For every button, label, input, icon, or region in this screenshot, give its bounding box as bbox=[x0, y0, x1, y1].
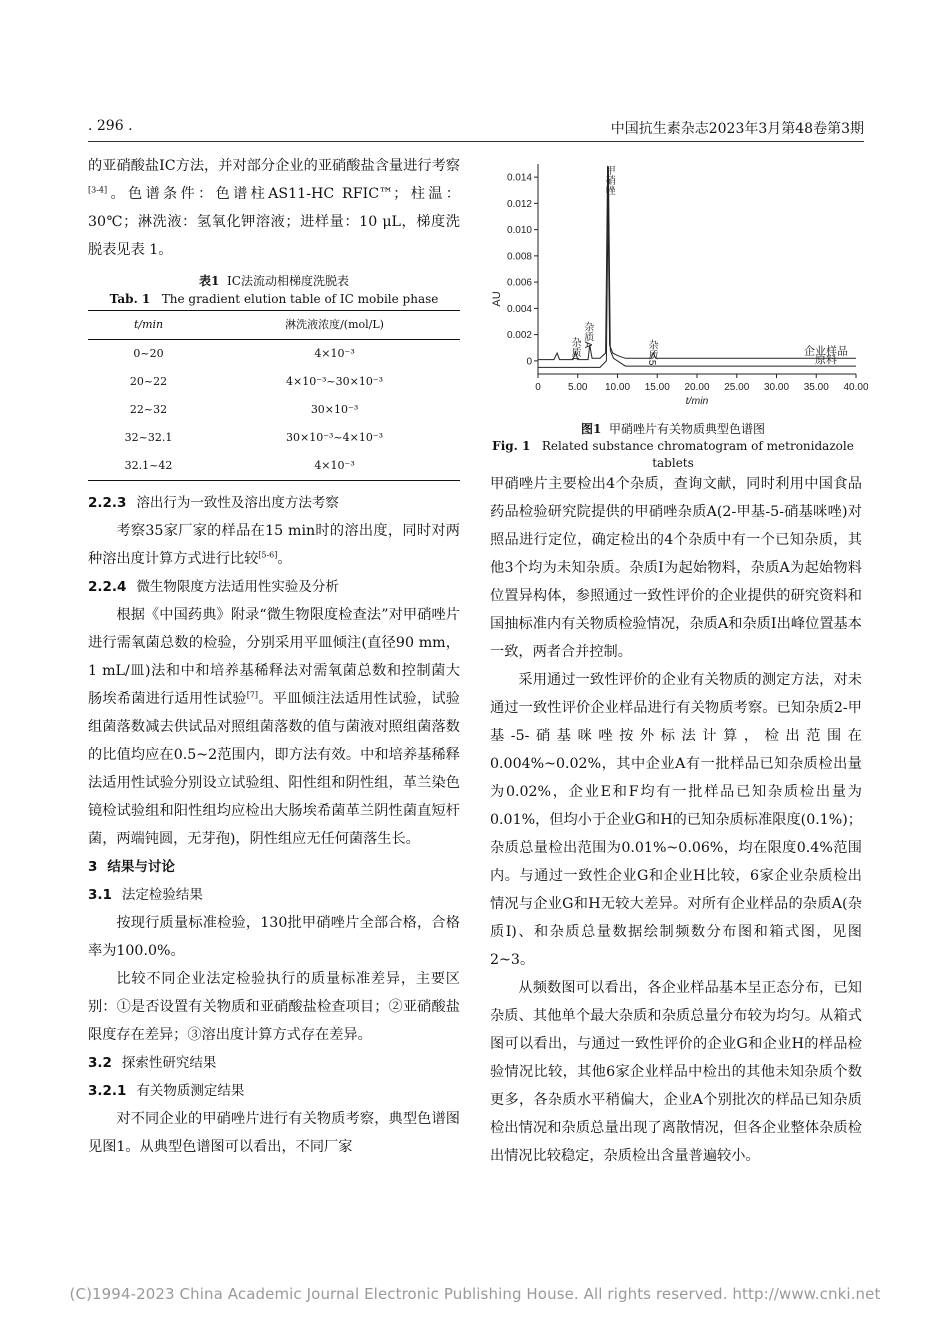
section-3-1-heading: 3.1 法定检验结果 bbox=[88, 887, 203, 903]
section-2-2-3-heading: 2.2.3 溶出行为一致性及溶出度方法考察 bbox=[88, 495, 339, 511]
table-header-time: t/min bbox=[88, 311, 209, 340]
x-tick-label: 35.00 bbox=[803, 382, 829, 393]
x-tick-label: 0 bbox=[535, 382, 541, 393]
paragraph-impurities: 甲硝唑片主要检出4个杂质，查询文献，同时利用中国食品药品检验研究院提供的甲硝唑杂质A(2-甲基-5-硝基咪唑)对照品进行定位，确定检出的4个杂质中有一个已知杂质，其他3个均为未知杂质。杂质I为起始物料，杂质A为起始物料位置异构体，参照通过一致性评价的企业提供的研究资料和国抽标准内有关物质检验情况，杂质A和杂质I出峰位置基本一致，两者合并控制。 bbox=[490, 476, 862, 660]
peak-label-impurity-5: 杂质5 bbox=[646, 339, 658, 366]
table-row: 20~22 4×10⁻³~30×10⁻³ bbox=[129, 375, 384, 388]
y-axis-label: AU bbox=[491, 291, 503, 307]
y-tick-label: 0 bbox=[526, 356, 532, 368]
y-tick-label: 0.004 bbox=[506, 303, 532, 315]
paragraph-distribution: 从频数图可以看出，各企业样品基本呈正态分布，已知杂质、其他单个最大杂质和杂质总量分布较为均匀。从箱式图可以看出，与通过一致性评价的企业G和企业H的样品检验情况比较，其他6家企业样品中检出的其他未知杂质个数更多，各杂质水平稍偏大，企业A个别批次的样品已知杂质检出情况和杂质总量出现了离散情况，但各企业整体杂质检出情况比较稳定，杂质检出含量普遍较小。 bbox=[490, 980, 862, 1164]
x-tick-label: 15.00 bbox=[644, 382, 670, 393]
section-3-2-heading: 3.2 探索性研究结果 bbox=[88, 1055, 217, 1071]
paragraph-legal-test: 按现行质量标准检验，130批甲硝唑片全部合格，合格率为100.0%。 bbox=[88, 915, 460, 959]
x-tick-label: 5.00 bbox=[568, 382, 588, 393]
journal-title: 中国抗生素杂志2023年3月第48卷第3期 bbox=[610, 121, 864, 137]
y-tick-label: 0.012 bbox=[506, 198, 532, 210]
legend-label-sample: 企业样品 bbox=[804, 345, 848, 358]
y-tick-label: 0.008 bbox=[506, 251, 532, 263]
paragraph-standard-diff: 比较不同企业法定检验执行的质量标准差异，主要区别：①是否设置有关物质和亚硝酸盐检查项目；②亚硝酸盐限度存在差异；③溶出度计算方式存在差异。 bbox=[88, 971, 460, 1043]
figure-caption-en: Fig. 1 Related substance chromatogram of metronidazole tablets bbox=[492, 439, 854, 470]
y-tick-label: 0.010 bbox=[506, 225, 532, 237]
right-column bbox=[490, 470, 862, 1170]
table-header-concentration: 淋洗液浓度/(mol/L) bbox=[209, 311, 460, 340]
table-caption-cn: 表1 IC法流动相梯度洗脱表 bbox=[199, 274, 349, 288]
section-2-2-4-heading: 2.2.4 微生物限度方法适用性实验及分析 bbox=[88, 579, 339, 595]
x-tick-label: 20.00 bbox=[684, 382, 710, 393]
legend-label-raw: 原料 bbox=[815, 354, 837, 367]
table-row: 22~32 30×10⁻³ bbox=[129, 403, 359, 416]
x-tick-label: 10.00 bbox=[604, 382, 631, 393]
left-column bbox=[88, 152, 460, 1161]
header-rule bbox=[88, 141, 864, 142]
x-tick-label: 40.00 bbox=[843, 382, 868, 393]
copyright-footer: (C)1994-2023 China Academic Journal Electronic Publishing House. All rights reserved. http://www.cnki.net bbox=[69, 1285, 881, 1303]
paragraph-microbial: 根据《中国药典》附录“微生物限度检查法”对甲硝唑片进行需氧菌总数的检验，分别采用平皿倾注(直径90 mm，1 mL/皿)法和中和培养基稀释法对需氧菌总数和控制菌大肠埃希菌进行适用性试验[7]。平皿倾注法适用性试验，试验组菌落数减去供试品对照组菌落数的值与菌液对照组菌落数的比值均应在0.5~2范围内，即方法有效。中和培养基稀释法适用性试验分别设立试验组、阳性组和阴性组，革兰染色镜检试验组和阳性组均应检出大肠埃希菌革兰阴性菌直短杆菌，两端钝圆，无芽孢)，阴性组应无任何菌落生长。 bbox=[88, 607, 460, 847]
y-tick-label: 0.014 bbox=[506, 172, 532, 184]
table-row: 32.1~42 4×10⁻³ bbox=[88, 452, 460, 481]
paragraph-dissolution: 考察35家厂家的样品在15 min时的溶出度，同时对两种溶出度计算方式进行比较[5-6]。 bbox=[88, 523, 460, 567]
peak-label-impurity-i: 杂质I bbox=[569, 337, 581, 361]
table-row: 0~20 4×10⁻³ bbox=[133, 347, 355, 360]
intro-paragraph: 的亚硝酸盐IC方法，并对部分企业的亚硝酸盐含量进行考察[3-4]。色谱条件：色谱柱AS11-HC RFIC™；柱温：30℃；淋洗液：氢氧化钾溶液；进样量：10 μL，梯度洗脱表见表 1。 bbox=[88, 158, 460, 258]
chromatogram-chart bbox=[478, 152, 868, 422]
figure-caption-cn: 图1 甲硝唑片有关物质典型色谱图 bbox=[580, 422, 765, 436]
figure-1 bbox=[478, 152, 868, 470]
table-caption-en: Tab. 1 The gradient elution table of IC mobile phase bbox=[109, 292, 439, 306]
x-axis-label: t/min bbox=[685, 395, 709, 407]
paragraph-related-substances: 对不同企业的甲硝唑片进行有关物质考察，典型色谱图见图1。从典型色谱图可以看出，不同厂家 bbox=[88, 1111, 460, 1155]
peak-label-metronidazole: 甲硝唑 bbox=[603, 165, 615, 196]
y-tick-label: 0.006 bbox=[506, 277, 532, 289]
peak-label-impurity-a: 杂质A bbox=[581, 321, 593, 349]
y-tick-label: 0.002 bbox=[506, 330, 532, 342]
page-number: . 296 . bbox=[88, 118, 133, 134]
paragraph-method: 采用通过一致性评价的企业有关物质的测定方法，对未通过一致性评价企业样品进行有关物质考察。已知杂质2-甲基-5-硝基咪唑按外标法计算，检出范围在0.004%~0.02%，其中企业A有一批样品已知杂质检出量为0.02%，企业E和F均有一批样品已知杂质检出量为0.01%，但均小于企业G和H的已知杂质标准限度(0.1%)；杂质总量检出范围为0.01%~0.06%，均在限度0.4%范围内。与通过一致性企业G和企业H比较，6家企业杂质检出情况与企业G和H无较大差异。对所有企业样品的杂质A(杂质I)、和杂质总量数据绘制频数分布图和箱式图，见图2~3。 bbox=[490, 672, 862, 968]
section-3-heading: 3 结果与讨论 bbox=[88, 859, 175, 875]
x-tick-label: 30.00 bbox=[763, 382, 790, 393]
gradient-table bbox=[88, 310, 460, 481]
section-3-2-1-heading: 3.2.1 有关物质测定结果 bbox=[88, 1083, 245, 1099]
table-row: 32~32.1 30×10⁻³~4×10⁻³ bbox=[124, 431, 384, 444]
x-tick-label: 25.00 bbox=[724, 382, 750, 393]
